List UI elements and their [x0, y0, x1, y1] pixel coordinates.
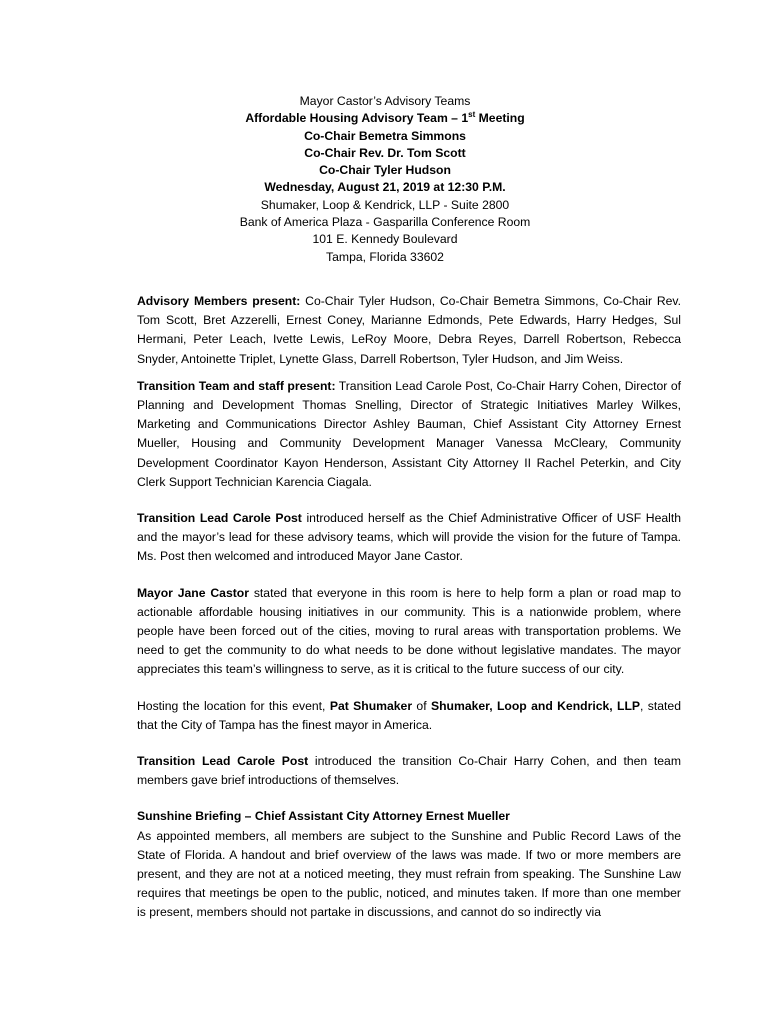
transition-team-label: Transition Team and staff present: — [137, 378, 336, 393]
advisory-members-text: Co-Chair Tyler Hudson, Co-Chair Bemetra Simmons, Co-Chair Rev. Tom Scott, Bret Azzerelli, Ernest Coney, Marianne Edmonds, Pete Edwards, Harry Hedges, Sul Hermani, Peter Leach, Ivette Lewis, LeRoy Moore, Debra Reyes, Darrell Robertson, Rebecca Snyder, Antoinette Triplet, Lynette Glass, Darrell Robertson, Tyler Hudson, and Jim Weiss. — [137, 294, 681, 366]
hosting-paragraph: Hosting the location for this event, Pat Shumaker of Shumaker, Loop and Kendrick, LLP, stated that the City of Tampa has the finest mayor in America. — [137, 698, 681, 732]
advisory-members-paragraph — [137, 292, 681, 369]
meeting-header — [0, 93, 770, 266]
sunshine-heading: Sunshine Briefing – Chief Assistant City Attorney Ernest Mueller — [137, 809, 510, 824]
header-venue-street: 101 E. Kennedy Boulevard — [312, 232, 458, 247]
header-venue-room: Bank of America Plaza - Gasparilla Conference Room — [239, 215, 531, 230]
post-intro-text: introduced herself as the Chief Administrative Officer of USF Health and the mayor’s lead for these advisory teams, which will provide the vision for the future of Tampa. Ms. Post then welcomed and introduced Mayor Jane Castor. — [137, 511, 682, 564]
header-org-title: Mayor Castor’s Advisory Teams — [299, 94, 471, 108]
header-meeting-title: Affordable Housing Advisory Team – 1st Meeting — [245, 110, 525, 126]
post-intro-paragraph — [137, 509, 681, 567]
cohen-intro-label: Transition Lead Carole Post — [137, 754, 309, 769]
transition-team-text: Transition Lead Carole Post, Co-Chair Harry Cohen, Director of Planning and Development Thomas Snelling, Director of Strategic Initiatives Marley Wilkes, Marketing and Communications Director Ashley Bauman, Chief Assistant City Attorney Ernest Mueller, Housing and Community Development Manager Vanessa McCleary, Community Development Coordinator Kayon Henderson, Assistant City Attorney II Rachel Peterkin, and City Clerk Support Technician Karencia Ciagala. — [137, 378, 681, 489]
header-cochair-scott: Co-Chair Rev. Dr. Tom Scott — [304, 145, 466, 160]
header-venue-city: Tampa, Florida 33602 — [326, 249, 444, 264]
header-meeting-date: Wednesday, August 21, 2019 at 12:30 P.M. — [264, 180, 506, 195]
cohen-intro-paragraph — [137, 752, 681, 790]
header-cochair-hudson: Co-Chair Tyler Hudson — [319, 163, 451, 178]
header-cochair-simmons: Co-Chair Bemetra Simmons — [304, 128, 466, 143]
cohen-intro-text: introduced the transition Co-Chair Harry Cohen, and then team members gave brief introductions of themselves. — [137, 754, 681, 788]
advisory-members-label: Advisory Members present: — [137, 294, 301, 308]
mayor-text: stated that everyone in this room is here to help form a plan or road map to actionable affordable housing initiatives in our community. This is a nationwide problem, where people have been forced out of the cities, moving to rural areas with transportation problems. We need to get the community to do what needs to be done without legislative mandates. The mayor appreciates this team’s willingness to serve, as it is critical to the future success of our city. — [137, 585, 681, 677]
post-intro-label: Transition Lead Carole Post — [137, 511, 302, 526]
host-firm: Shumaker, Loop and Kendrick, LLP — [430, 698, 641, 713]
minutes-body — [137, 292, 681, 923]
sunshine-paragraph: As appointed members, all members are subject to the Sunshine and Public Record Laws of the State of Florida. A handout and brief overview of the laws was made. If two or more members are present, and they are not at a noticed meeting, they must refrain from speaking. The Sunshine Law requires that meetings be open to the public, noticed, and minutes taken. If more than one member is present, members should not partake in discussions, and cannot do so indirectly via — [137, 828, 681, 920]
host-name: Pat Shumaker — [329, 698, 413, 713]
header-venue-firm: Shumaker, Loop & Kendrick, LLP - Suite 2800 — [260, 197, 510, 212]
transition-team-paragraph — [137, 377, 681, 492]
mayor-label: Mayor Jane Castor — [137, 585, 249, 600]
mayor-paragraph — [137, 584, 681, 680]
